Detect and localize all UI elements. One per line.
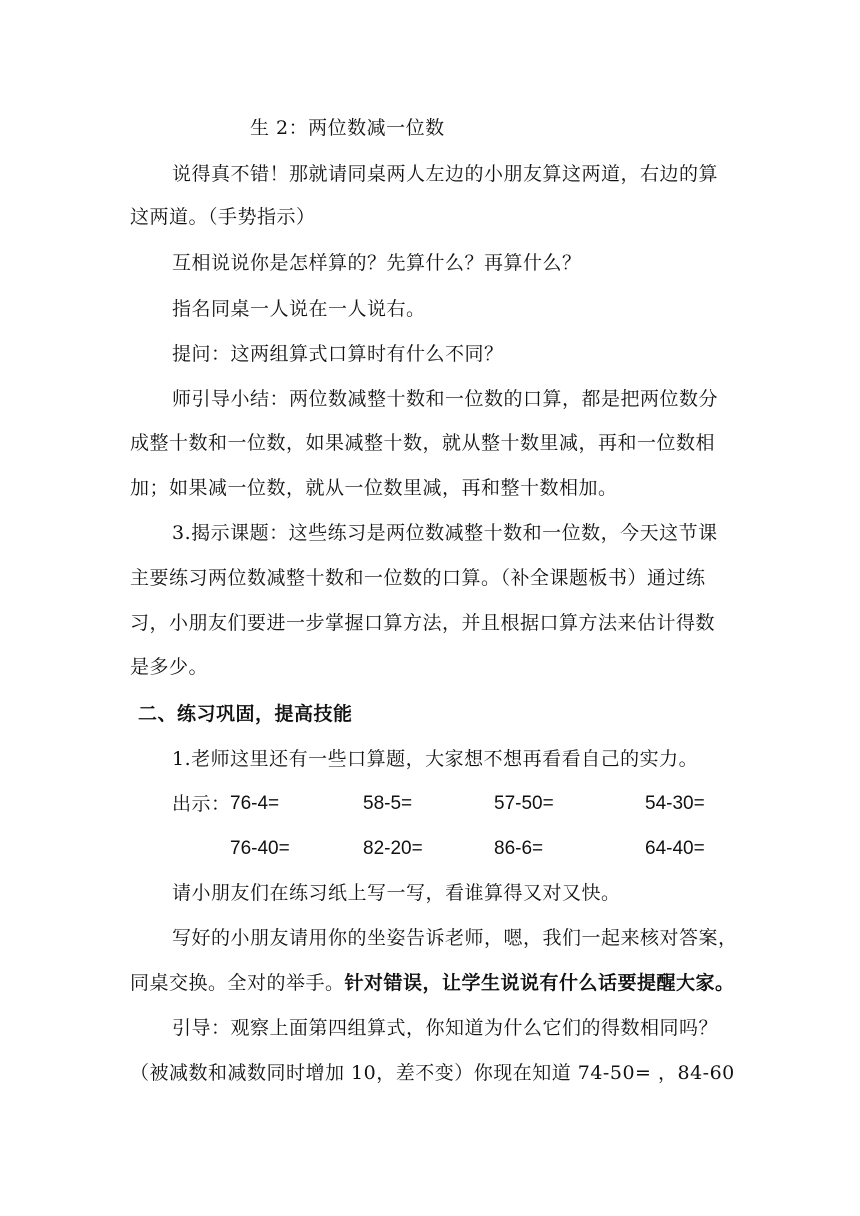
paragraph-2: 互相说说你是怎样算的？先算什么？再算什么？ xyxy=(172,252,582,274)
exercise-1-3: 57-50= xyxy=(494,793,554,814)
paragraph-9-bold-text: 针对错误，让学生说说有什么话要提醒大家。 xyxy=(344,972,735,994)
exercise-2-4: 64-40= xyxy=(645,838,705,859)
exercise-2-1: 76-40= xyxy=(230,838,290,859)
paragraph-1-line-2: 这两道。（手势指示） xyxy=(130,206,316,228)
student-answer: 生 2：两位数减一位数 xyxy=(250,117,445,139)
paragraph-5-line-2: 成整十数和一位数，如果减整十数，就从整十数里减，再和一位数相 xyxy=(130,432,716,454)
section-heading: 二、练习巩固，提高技能 xyxy=(138,703,353,725)
paragraph-10: 引导：观察上面第四组算式，你知道为什么它们的得数相同吗？ xyxy=(172,1017,719,1039)
paragraph-5-line-1: 师引导小结：两位数减整十数和一位数的口算，都是把两位数分 xyxy=(172,388,719,410)
exercise-1-1: 76-4= xyxy=(230,793,280,814)
show-label: 出示： xyxy=(172,793,231,815)
paragraph-11: （被减数和减数同时增加 10，差不变）你现在知道 74-50= ，84-60 xyxy=(130,1062,735,1084)
paragraph-9-line-1: 写好的小朋友请用你的坐姿告诉老师，嗯，我们一起来核对答案， xyxy=(172,927,738,949)
paragraph-6-line-2: 主要练习两位数减整十数和一位数的口算。（补全课题板书）通过练 xyxy=(130,567,706,589)
paragraph-6-line-3: 习，小朋友们要进一步掌握口算方法，并且根据口算方法来估计得数 xyxy=(130,612,716,634)
paragraph-6-line-1: 3.揭示课题：这些练习是两位数减整十数和一位数，今天这节课 xyxy=(172,522,718,544)
exercise-2-3: 86-6= xyxy=(494,838,544,859)
exercise-1-2: 58-5= xyxy=(363,793,413,814)
paragraph-9-line-2 xyxy=(130,971,735,995)
paragraph-7: 1.老师这里还有一些口算题，大家想不想再看看自己的实力。 xyxy=(172,748,699,770)
paragraph-5-line-3: 加；如果减一位数，就从一位数里减，再和整十数相加。 xyxy=(130,477,618,499)
exercise-1-4: 54-30= xyxy=(645,793,705,814)
exercise-2-2: 82-20= xyxy=(363,838,423,859)
paragraph-3: 指名同桌一人说在一人说右。 xyxy=(172,298,426,320)
paragraph-8: 请小朋友们在练习纸上写一写，看谁算得又对又快。 xyxy=(172,882,621,904)
paragraph-6-line-4: 是多少。 xyxy=(130,656,209,678)
paragraph-4: 提问：这两组算式口算时有什么不同？ xyxy=(172,343,504,365)
paragraph-9-normal-text: 同桌交换。全对的举手。 xyxy=(130,972,345,994)
paragraph-1-line-1: 说得真不错！那就请同桌两人左边的小朋友算这两道，右边的算 xyxy=(172,163,719,185)
